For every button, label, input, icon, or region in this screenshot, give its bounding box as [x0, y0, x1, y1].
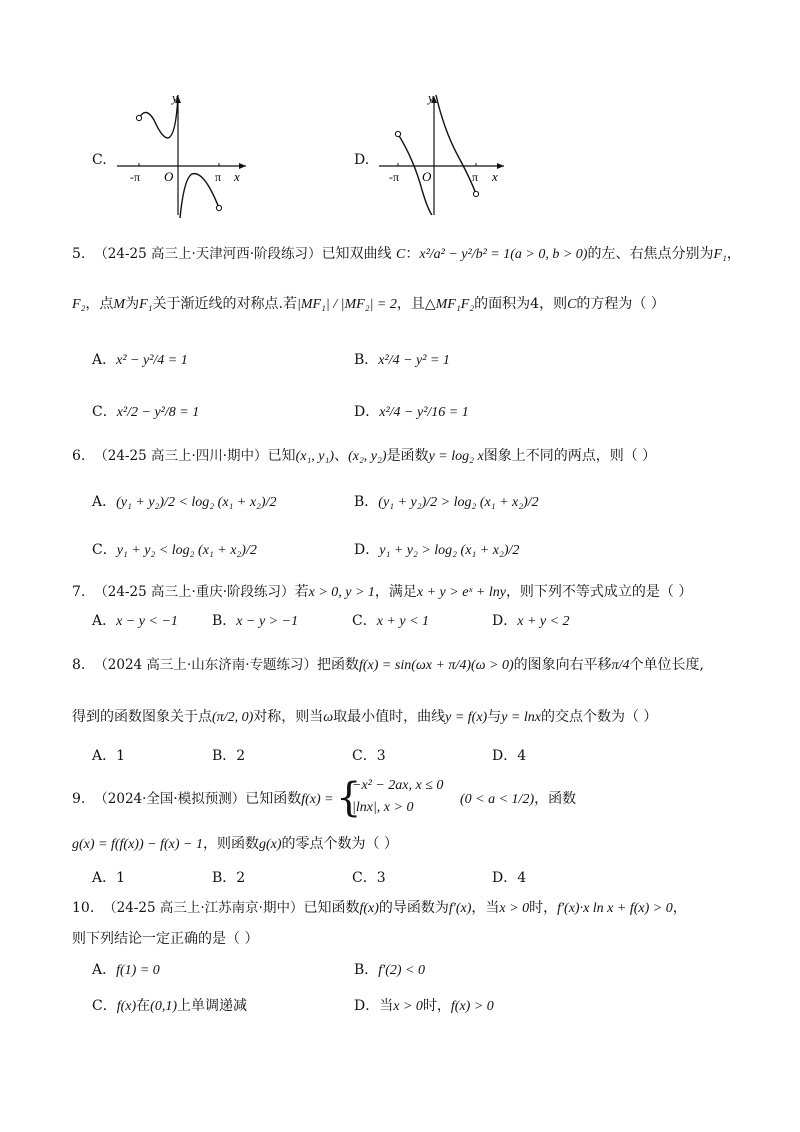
question-10-line-2: 则下列结论一定正确的是（ ）: [72, 931, 259, 947]
option-label: A．: [92, 748, 117, 764]
question-text: 得到的函数图象关于点: [72, 709, 212, 725]
option-text: 时，: [422, 998, 451, 1014]
option-text: 当: [379, 998, 394, 1014]
option-expression: 4: [517, 870, 527, 886]
question-text: 已知双曲线: [321, 246, 392, 262]
symmetry-point: (π/2, 0): [212, 710, 254, 725]
option-text: 上单调递减: [176, 998, 247, 1014]
question-source: （24-25 高三上·重庆·阶段练习）: [94, 584, 295, 600]
q8-option-c[interactable]: [352, 746, 386, 766]
question-5-line-2: [72, 294, 665, 315]
q10-option-c[interactable]: [92, 996, 247, 1017]
q6-option-c[interactable]: [92, 540, 257, 561]
q5-option-c[interactable]: [92, 402, 199, 423]
q9-option-a[interactable]: [92, 868, 125, 888]
hyperbola-equation: x²/a² − y²/b² = 1(a > 0, b > 0): [419, 247, 588, 262]
q7-option-c[interactable]: [352, 611, 429, 632]
question-number: 7.: [72, 584, 86, 600]
origin-label: O: [164, 169, 174, 184]
curve-2: y = lnx: [501, 710, 541, 725]
separator: ，: [726, 246, 741, 262]
question-number: 5.: [72, 246, 86, 262]
point-2: (x₂, y₂): [348, 449, 387, 464]
question-8-line-2: [72, 707, 657, 728]
option-expression: 1: [116, 748, 126, 764]
open-point-left: [136, 115, 141, 120]
curve-name: C: [396, 247, 406, 262]
question-text: 图象上不同的两点，则（ ）: [483, 448, 657, 464]
question-5-line-1: 5. （24-25 高三上·天津河西·阶段练习）已知双曲线 C：x²/a² − y²/b² = 1(a > 0, b > 0)的左、右焦点分别为F₁，: [72, 246, 741, 262]
distance-ratio: |MF₁| / |MF₂| = 2: [296, 297, 397, 312]
point-1: (x₁, y₁): [295, 449, 335, 464]
option-label: D．: [492, 748, 518, 764]
option-expression: x²/2 − y²/8 = 1: [116, 405, 200, 420]
question-text: 对称，则当: [253, 709, 324, 725]
question-source: （2024 高三上·山东济南·专题练习）: [94, 657, 317, 673]
question-text: 的方程为（ ）: [576, 296, 665, 312]
q7-option-a[interactable]: [92, 611, 178, 632]
question-number: 10.: [72, 900, 95, 916]
question-text: 已知函数: [303, 900, 360, 916]
question-text: ，点: [85, 296, 114, 312]
option-expression: f(x) > 0: [450, 999, 494, 1014]
q10-option-b[interactable]: [354, 960, 425, 981]
open-point-right: [216, 205, 221, 210]
question-9-cond: [460, 789, 576, 810]
y-label: y: [428, 90, 434, 105]
option-expression: (y₁ + y₂)/2 < log₂ (x₁ + x₂)/2: [116, 495, 277, 510]
question-text: 关于渐近线的对称点.若: [152, 296, 297, 312]
q9-option-c[interactable]: [352, 868, 386, 888]
question-text: ，: [672, 900, 687, 916]
question-9-line-2: [72, 834, 398, 855]
option-expression: f′(2) < 0: [378, 963, 426, 978]
q5-option-b[interactable]: [354, 350, 450, 371]
question-source: （24-25 高三上·四川·期中）: [94, 448, 268, 464]
open-point-right: [473, 191, 478, 196]
graph-c: [112, 90, 252, 220]
q7-option-b[interactable]: [212, 611, 298, 632]
option-label: C．: [352, 870, 377, 886]
option-label: B．: [212, 613, 237, 629]
open-point-left: [395, 131, 400, 136]
function: f(x) = sin(ωx + π/4)(ω > 0): [359, 658, 514, 673]
option-expression: 3: [376, 748, 386, 764]
f-prime-x: f′(x): [448, 901, 472, 916]
option-label: C．: [92, 542, 117, 558]
option-expression: 4: [517, 748, 527, 764]
q9-option-d[interactable]: [492, 868, 526, 888]
question-text: 的左、右焦点分别为: [587, 246, 714, 262]
option-c-label: C.: [92, 152, 107, 168]
question-text: 已知函数: [245, 791, 302, 807]
option-expression: x − y < −1: [116, 614, 178, 629]
option-label: A．: [92, 613, 117, 629]
question-number: 6.: [72, 448, 86, 464]
option-interval: (0,1): [150, 999, 177, 1014]
question-text: 取最小值时，曲线: [333, 709, 446, 725]
pi-label: π: [472, 170, 479, 184]
option-label: D．: [492, 613, 518, 629]
question-text: ，则函数: [202, 836, 259, 852]
question-text: 把函数: [317, 657, 359, 673]
option-expression: x − y > −1: [236, 614, 299, 629]
graph-d: [374, 90, 514, 220]
option-expression: y₁ + y₂ > log₂ (x₁ + x₂)/2: [379, 543, 520, 558]
option-label: A．: [92, 962, 117, 978]
q9-option-b[interactable]: [212, 868, 245, 888]
option-label: C．: [352, 748, 377, 764]
option-expression: 3: [376, 870, 386, 886]
q8-option-b[interactable]: [212, 746, 245, 766]
option-label: B．: [212, 748, 237, 764]
q8-option-d[interactable]: [492, 746, 526, 766]
option-expression: x + y < 1: [376, 614, 430, 629]
option-expression: x²/4 − y²/16 = 1: [379, 405, 469, 420]
inequality: f′(x)·x ln x + f(x) > 0: [557, 901, 673, 916]
option-label: B．: [354, 962, 379, 978]
option-label: B．: [212, 870, 237, 886]
function-def: f(x) =: [301, 792, 334, 807]
focus-f1: F₁: [713, 247, 727, 262]
condition: (0 < a < 1/2): [460, 792, 535, 807]
question-text: ，则下列不等式成立的是（ ）: [505, 584, 693, 600]
question-text: 若: [294, 584, 309, 600]
condition: x > 0, y > 1: [308, 585, 375, 600]
question-text: 已知: [267, 448, 296, 464]
option-expression: 1: [116, 870, 126, 886]
question-text: 的面积为4，则: [474, 296, 568, 312]
curve-name: C: [567, 297, 577, 312]
curve-1: y = f(x): [445, 710, 488, 725]
q10-option-d[interactable]: [354, 996, 494, 1017]
option-label: B．: [354, 494, 379, 510]
focus-f2: F₂: [72, 297, 86, 312]
q5-option-d[interactable]: [354, 402, 469, 423]
option-label: C．: [92, 998, 117, 1014]
option-label: D．: [354, 542, 380, 558]
point-m: M: [113, 297, 126, 312]
q5-option-a[interactable]: [92, 350, 188, 371]
option-expression: f(1) = 0: [116, 963, 160, 978]
q7-option-d[interactable]: [492, 611, 570, 632]
piece-1: −x² − 2ax, x ≤ 0: [352, 778, 444, 793]
omega: ω: [323, 710, 334, 725]
question-text: ，当: [471, 900, 500, 916]
function: y = log₂ x: [428, 449, 484, 464]
q6-option-a[interactable]: [92, 492, 276, 513]
option-expression: 2: [236, 748, 246, 764]
origin-label: O: [422, 169, 432, 184]
question-number: 8.: [72, 657, 86, 673]
question-source: （24-25 高三上·天津河西·阶段练习）: [94, 246, 322, 262]
f-x: f(x): [359, 901, 379, 916]
piece-2: |lnx|, x > 0: [352, 800, 414, 815]
option-label: A．: [92, 870, 117, 886]
option-expression: x + y < 2: [517, 614, 570, 629]
option-expression: x²/4 − y² = 1: [378, 353, 450, 368]
option-label: D．: [492, 870, 518, 886]
option-d-label: D.: [354, 152, 370, 168]
condition: x > 0: [499, 901, 530, 916]
focus-f1: F₁: [139, 297, 153, 312]
option-expression: y₁ + y₂ < log₂ (x₁ + x₂)/2: [116, 543, 257, 558]
question-text: 与: [487, 709, 502, 725]
question-text: 的图象向右平移: [513, 657, 612, 673]
question-text: ，满足: [374, 584, 417, 600]
curve-right: [180, 174, 219, 218]
x-axis-arrow: [239, 163, 246, 169]
question-text: 个单位长度,: [629, 657, 705, 673]
option-label: A．: [92, 494, 117, 510]
y-label: y: [172, 90, 178, 105]
question-text: 的零点个数为（ ）: [281, 836, 398, 852]
x-axis-arrow: [497, 163, 504, 169]
pi-label: π: [215, 170, 222, 184]
option-label: A．: [92, 352, 117, 368]
shift-amount: π/4: [611, 658, 630, 673]
question-text: 的导函数为: [378, 900, 449, 916]
q8-option-a[interactable]: [92, 746, 125, 766]
question-text: 时，: [529, 900, 558, 916]
option-condition: x > 0: [393, 999, 423, 1014]
question-source: （2024·全国·模拟预测）: [94, 791, 246, 807]
inequality: x + y > eˣ + lny: [416, 585, 506, 600]
question-8-line-1: [72, 655, 704, 676]
question-text: ，且: [396, 296, 425, 312]
g-x: g(x): [258, 837, 282, 852]
q10-option-a[interactable]: [92, 960, 160, 981]
option-expression: (y₁ + y₂)/2 > log₂ (x₁ + x₂)/2: [378, 495, 539, 510]
triangle: △MF₁F₂: [424, 297, 475, 312]
option-expression: 2: [236, 870, 246, 886]
curve-right: [436, 95, 479, 194]
g-function: g(x) = f(f(x)) − f(x) − 1: [72, 837, 203, 852]
question-text: 的交点个数为（ ）: [540, 709, 658, 725]
option-label: D．: [354, 404, 380, 420]
neg-pi-label: -π: [389, 170, 400, 184]
option-expression: f(x): [116, 999, 137, 1014]
question-9-line-1: [72, 789, 334, 810]
question-10-line-1: [72, 898, 687, 919]
question-number: 9.: [72, 791, 86, 807]
q6-option-b[interactable]: [354, 492, 539, 513]
question-text: 、: [334, 448, 349, 464]
question-6-line-1: [72, 446, 656, 467]
question-text: 是函数: [386, 448, 429, 464]
option-label: B．: [354, 352, 379, 368]
question-text: 为: [125, 296, 140, 312]
piecewise-brace: {: [336, 775, 362, 821]
option-expression: x² − y²/4 = 1: [116, 353, 188, 368]
option-text: 在: [136, 998, 151, 1014]
q6-option-d[interactable]: [354, 540, 519, 561]
question-7-line-1: [72, 582, 692, 603]
option-label: C．: [92, 404, 117, 420]
question-text: ，函数: [534, 791, 577, 807]
option-label: C．: [352, 613, 377, 629]
question-source: （24-25 高三上·江苏南京·期中）: [103, 900, 304, 916]
x-label: x: [234, 169, 240, 184]
neg-pi-label: -π: [130, 170, 141, 184]
option-label: D．: [354, 998, 380, 1014]
x-label: x: [492, 169, 498, 184]
